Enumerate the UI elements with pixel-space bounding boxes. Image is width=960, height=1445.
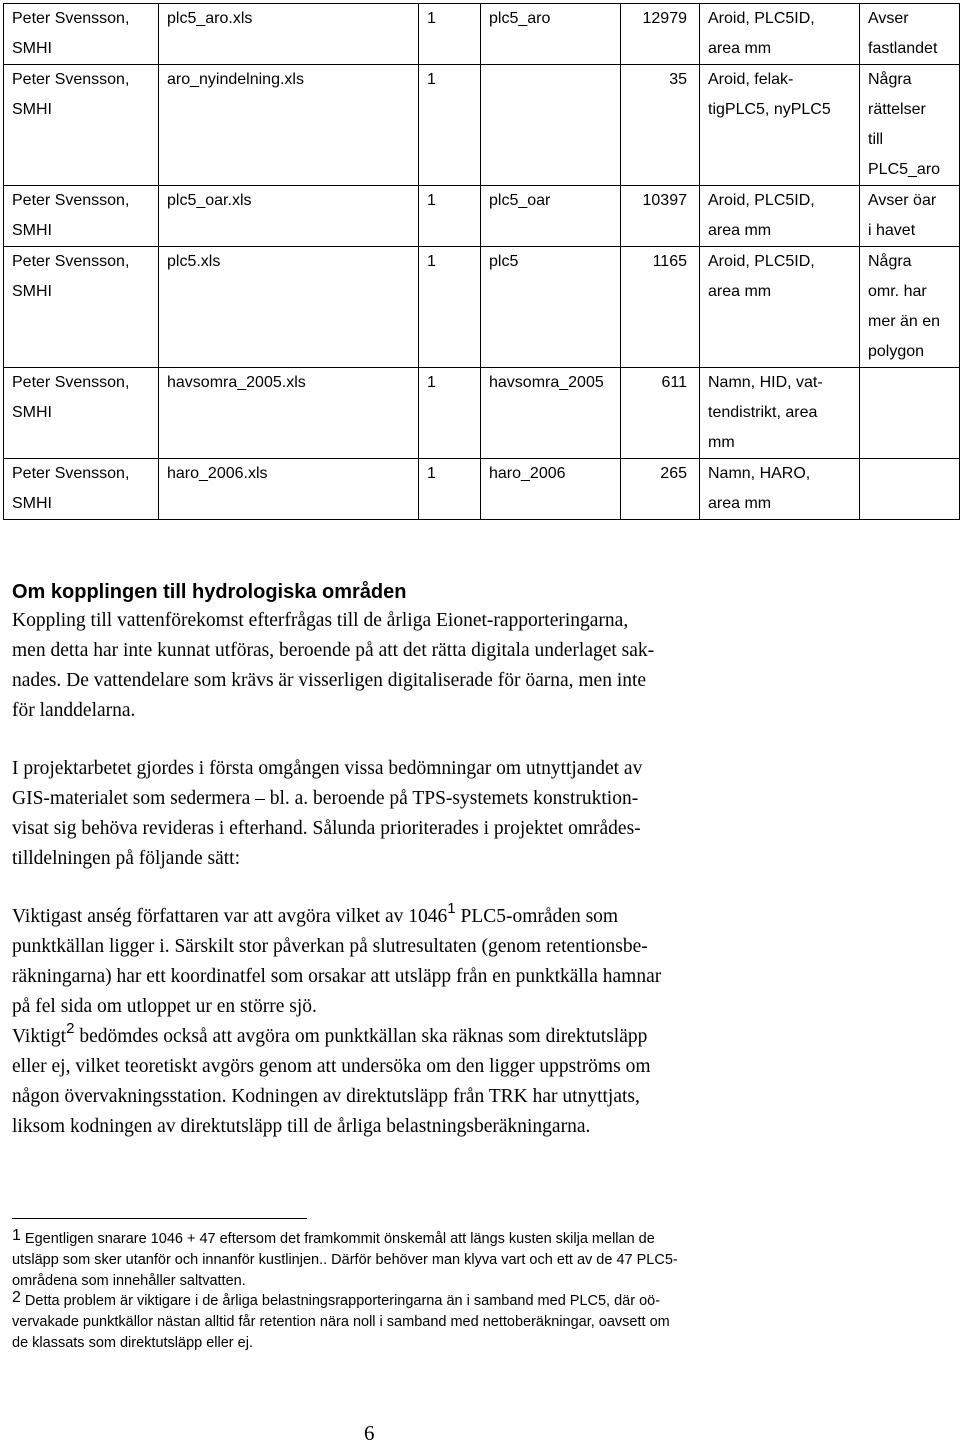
table-row bbox=[4, 65, 960, 186]
text-line: utsläpp som sker utanför och innanför kustlinjen.. Därför behöver man klyva vart och ett av de 47 PLC5- bbox=[12, 1252, 678, 1268]
cell-layer bbox=[481, 65, 621, 186]
cell-fields: Aroid, PLC5ID, area mm bbox=[700, 186, 860, 247]
cell-count: 1 bbox=[419, 459, 481, 520]
text-line: räkningarna) har ett koordinatfel som orsakar att utsläpp från en punktkälla hamnar bbox=[12, 966, 662, 987]
text-fragment: Egentligen snarare 1046 + 47 eftersom det framkommit önskemål att längs kusten skilja mellan de bbox=[20, 1231, 655, 1247]
text-line: punktkällan ligger i. Särskilt stor påverkan på slutresultaten (genom retentionsbe- bbox=[12, 936, 648, 957]
footnote-separator bbox=[12, 1218, 307, 1219]
cell-source: Peter Svensson, SMHI bbox=[4, 459, 159, 520]
table-row bbox=[4, 186, 960, 247]
text-line: områdena som innehåller saltvatten. bbox=[12, 1273, 246, 1289]
text-line: någon övervakningsstation. Kodningen av direktutsläpp från TRK har utnyttjats, bbox=[12, 1086, 640, 1107]
cell-note bbox=[860, 459, 960, 520]
footnote-number: 2 bbox=[12, 1289, 21, 1306]
text-fragment: Viktigast anség författaren var att avgöra vilket av 1046 bbox=[12, 906, 448, 927]
text-line: nades. De vattendelare som krävs är visserligen digitaliserade för öarna, men inte bbox=[12, 670, 647, 691]
cell-objects: 10397 bbox=[621, 186, 700, 247]
cell-fields: Namn, HARO, area mm bbox=[700, 459, 860, 520]
cell-count: 1 bbox=[419, 186, 481, 247]
text-line: tilldelningen på följande sätt: bbox=[12, 848, 240, 869]
text-line: men detta har inte kunnat utföras, beroende på att det rätta digitala underlaget sak- bbox=[12, 640, 655, 661]
cell-count: 1 bbox=[419, 247, 481, 368]
paragraph-coupling bbox=[12, 606, 912, 726]
cell-note: Några omr. har mer än en polygon bbox=[860, 247, 960, 368]
section-heading: Om kopplingen till hydrologiska områden bbox=[12, 581, 407, 603]
text-line: för landdelarna. bbox=[12, 700, 136, 721]
footnote-2 bbox=[12, 1290, 932, 1354]
text-line: visat sig behöva revideras i efterhand. Sålunda prioriterades i projektet områdes- bbox=[12, 818, 641, 839]
cell-count: 1 bbox=[419, 368, 481, 459]
text-line: I projektarbetet gjordes i första omgången vissa bedömningar om utnyttjandet av bbox=[12, 758, 643, 779]
cell-layer: plc5_aro bbox=[481, 4, 621, 65]
text-fragment: bedömdes också att avgöra om punktkällan ska räknas som direktutsläpp bbox=[74, 1026, 648, 1047]
cell-fields: Aroid, PLC5ID, area mm bbox=[700, 247, 860, 368]
text-line bbox=[12, 1228, 932, 1250]
cell-source: Peter Svensson, SMHI bbox=[4, 65, 159, 186]
cell-layer: plc5 bbox=[481, 247, 621, 368]
cell-file: plc5.xls bbox=[159, 247, 419, 368]
cell-note: Avser öar i havet bbox=[860, 186, 960, 247]
text-line: på fel sida om utloppet ur en större sjö. bbox=[12, 996, 317, 1017]
cell-source: Peter Svensson, SMHI bbox=[4, 186, 159, 247]
cell-objects: 12979 bbox=[621, 4, 700, 65]
paragraph-priority-1 bbox=[12, 899, 912, 1022]
cell-source: Peter Svensson, SMHI bbox=[4, 247, 159, 368]
text-fragment: Detta problem är viktigare i de årliga belastningsrapporteringarna än i samband med PLC5, där oö- bbox=[20, 1293, 661, 1309]
text-line: GIS-materialet som sedermera – bl. a. beroende på TPS-systemets konstruktion- bbox=[12, 788, 639, 809]
cell-layer: plc5_oar bbox=[481, 186, 621, 247]
text-line: liksom kodningen av direktutsläpp till de årliga belastningsberäkningarna. bbox=[12, 1116, 591, 1137]
cell-fields: Aroid, PLC5ID, area mm bbox=[700, 4, 860, 65]
paragraph-priority-2 bbox=[12, 1019, 912, 1142]
cell-file: plc5_aro.xls bbox=[159, 4, 419, 65]
table-row bbox=[4, 247, 960, 368]
text-line bbox=[12, 1290, 932, 1312]
cell-count: 1 bbox=[419, 65, 481, 186]
cell-source: Peter Svensson, SMHI bbox=[4, 368, 159, 459]
cell-file: aro_nyindelning.xls bbox=[159, 65, 419, 186]
cell-file: havsomra_2005.xls bbox=[159, 368, 419, 459]
cell-note bbox=[860, 368, 960, 459]
text-line: vervakade punktkällor nästan alltid får retention nära noll i samband med nettoberäkningar, oavsett om bbox=[12, 1314, 670, 1330]
footnote-ref-1: 1 bbox=[447, 899, 456, 917]
cell-layer: havsomra_2005 bbox=[481, 368, 621, 459]
cell-note: Några rättelser till PLC5_aro bbox=[860, 65, 960, 186]
text-line bbox=[12, 899, 912, 932]
cell-file: haro_2006.xls bbox=[159, 459, 419, 520]
footnote-ref-2: 2 bbox=[66, 1019, 75, 1037]
cell-file: plc5_oar.xls bbox=[159, 186, 419, 247]
footnote-1 bbox=[12, 1228, 932, 1292]
cell-count: 1 bbox=[419, 4, 481, 65]
footnote-number: 1 bbox=[12, 1227, 21, 1244]
cell-fields: Aroid, felak- tigPLC5, nyPLC5 bbox=[700, 65, 860, 186]
cell-objects: 265 bbox=[621, 459, 700, 520]
text-fragment: PLC5-områden som bbox=[455, 906, 619, 927]
text-line: de klassats som direktutsläpp eller ej. bbox=[12, 1335, 253, 1351]
cell-objects: 35 bbox=[621, 65, 700, 186]
data-table bbox=[3, 3, 960, 520]
cell-source: Peter Svensson, SMHI bbox=[4, 4, 159, 65]
table-row bbox=[4, 368, 960, 459]
page-number: 6 bbox=[364, 1421, 375, 1445]
text-line bbox=[12, 1019, 912, 1052]
cell-note: Avser fastlandet bbox=[860, 4, 960, 65]
paragraph-project-work bbox=[12, 754, 912, 874]
text-fragment: Viktigt bbox=[12, 1026, 67, 1047]
table-row bbox=[4, 459, 960, 520]
cell-objects: 611 bbox=[621, 368, 700, 459]
cell-layer: haro_2006 bbox=[481, 459, 621, 520]
table-row bbox=[4, 4, 960, 65]
cell-fields: Namn, HID, vat- tendistrikt, area mm bbox=[700, 368, 860, 459]
text-line: eller ej, vilket teoretiskt avgörs genom att undersöka om den ligger uppströms om bbox=[12, 1056, 651, 1077]
cell-objects: 1165 bbox=[621, 247, 700, 368]
text-line: Koppling till vattenförekomst efterfrågas till de årliga Eionet-rapporteringarna, bbox=[12, 610, 629, 631]
